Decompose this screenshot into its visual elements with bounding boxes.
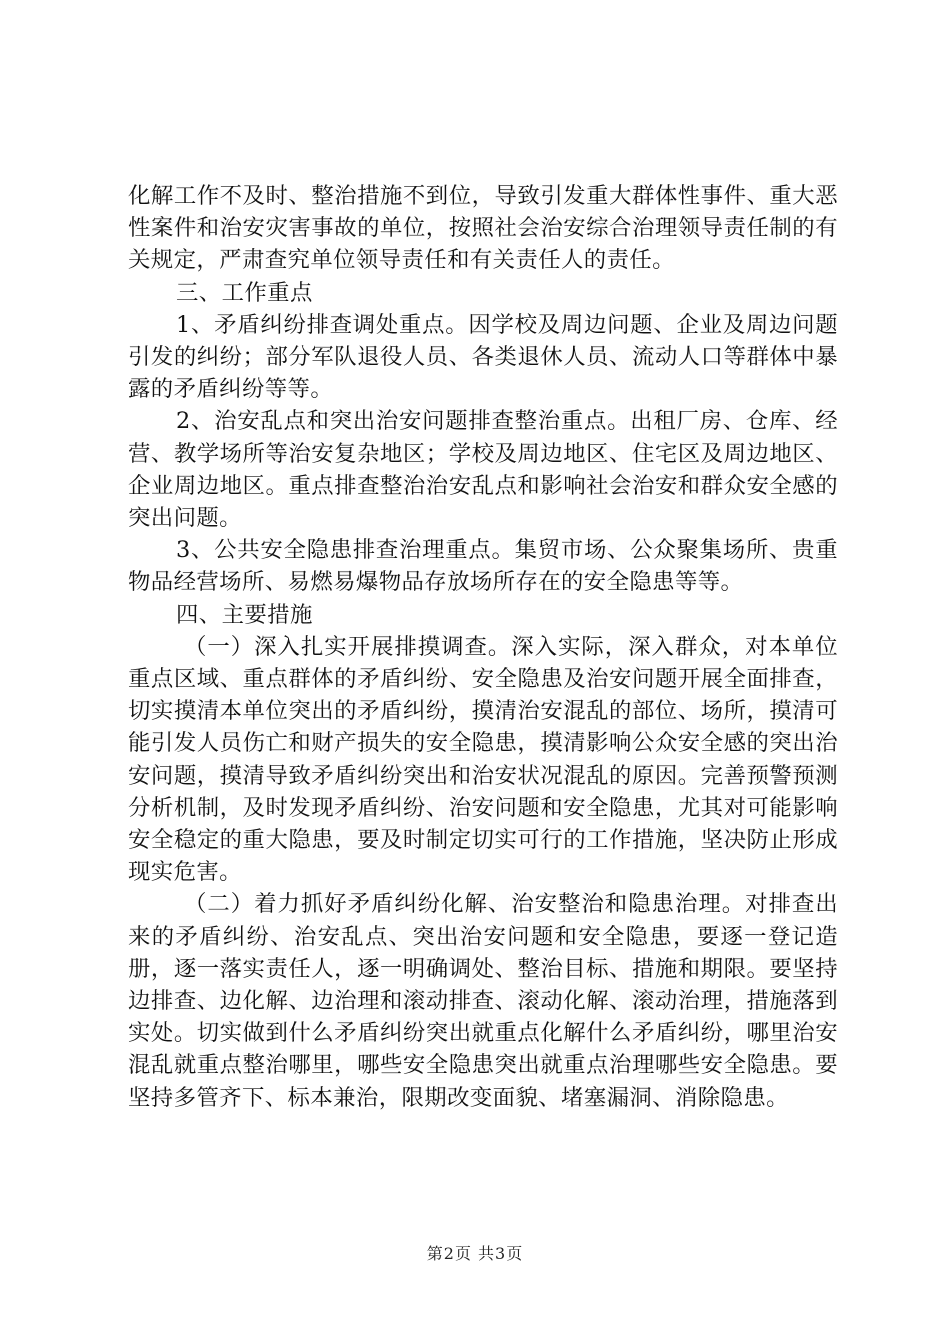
section-heading-main-measures: 四、主要措施 (176, 601, 313, 628)
paragraph-focus-1: 1、矛盾纠纷排查调处重点。因学校及周边问题、企业及周边问题引发的纠纷；部分军队退役人员、各类退休人员、流动人口等群体中暴露的矛盾纠纷等等。 (128, 311, 838, 403)
paragraph-continuation: 化解工作不及时、整治措施不到位，导致引发重大群体性事件、重大恶性案件和治安灾害事故的单位，按照社会治安综合治理领导责任制的有关规定，严肃查究单位领导责任和有关责任人的责任。 (128, 183, 838, 274)
page-footer: 第2页 共3页 (426, 1244, 524, 1263)
document-body (128, 180, 838, 1114)
paragraph-focus-3: 3、公共安全隐患排查治理重点。集贸市场、公众聚集场所、贵重物品经营场所、易燃易爆物品存放场所存在的安全隐患等等。 (128, 537, 838, 596)
paragraph-measure-1: （一）深入扎实开展排摸调查。深入实际，深入群众，对本单位重点区域、重点群体的矛盾纠纷、安全隐患及治安问题开展全面排查，切实摸清本单位突出的矛盾纠纷，摸清治安混乱的部位、场所，摸清可能引发人员伤亡和财产损失的安全隐患，摸清影响公众安全感的突出治安问题，摸清导致矛盾纠纷突出和治安状况混乱的原因。完善预警预测分析机制，及时发现矛盾纠纷、治安问题和安全隐患，尤其对可能影响安全稳定的重大隐患，要及时制定切实可行的工作措施，坚决防止形成现实危害。 (128, 633, 838, 886)
section-heading-work-focus: 三、工作重点 (176, 279, 313, 306)
paragraph-focus-2: 2、治安乱点和突出治安问题排查整治重点。出租厂房、仓库、经营、教学场所等治安复杂地区；学校及周边地区、住宅区及周边地区、企业周边地区。重点排查整治治安乱点和影响社会治安和群众安全感的突出问题。 (128, 408, 838, 532)
paragraph-measure-2: （二）着力抓好矛盾纠纷化解、治安整治和隐患治理。对排查出来的矛盾纠纷、治安乱点、突出治安问题和安全隐患，要逐一登记造册，逐一落实责任人，逐一明确调处、整治目标、措施和期限。要坚持边排查、边化解、边治理和滚动排查、滚动化解、滚动治理，措施落到实处。切实做到什么矛盾纠纷突出就重点化解什么矛盾纠纷，哪里治安混乱就重点整治哪里，哪些安全隐患突出就重点治理哪些安全隐患。要坚持多管齐下、标本兼治，限期改变面貌、堵塞漏洞、消除隐患。 (128, 891, 838, 1111)
